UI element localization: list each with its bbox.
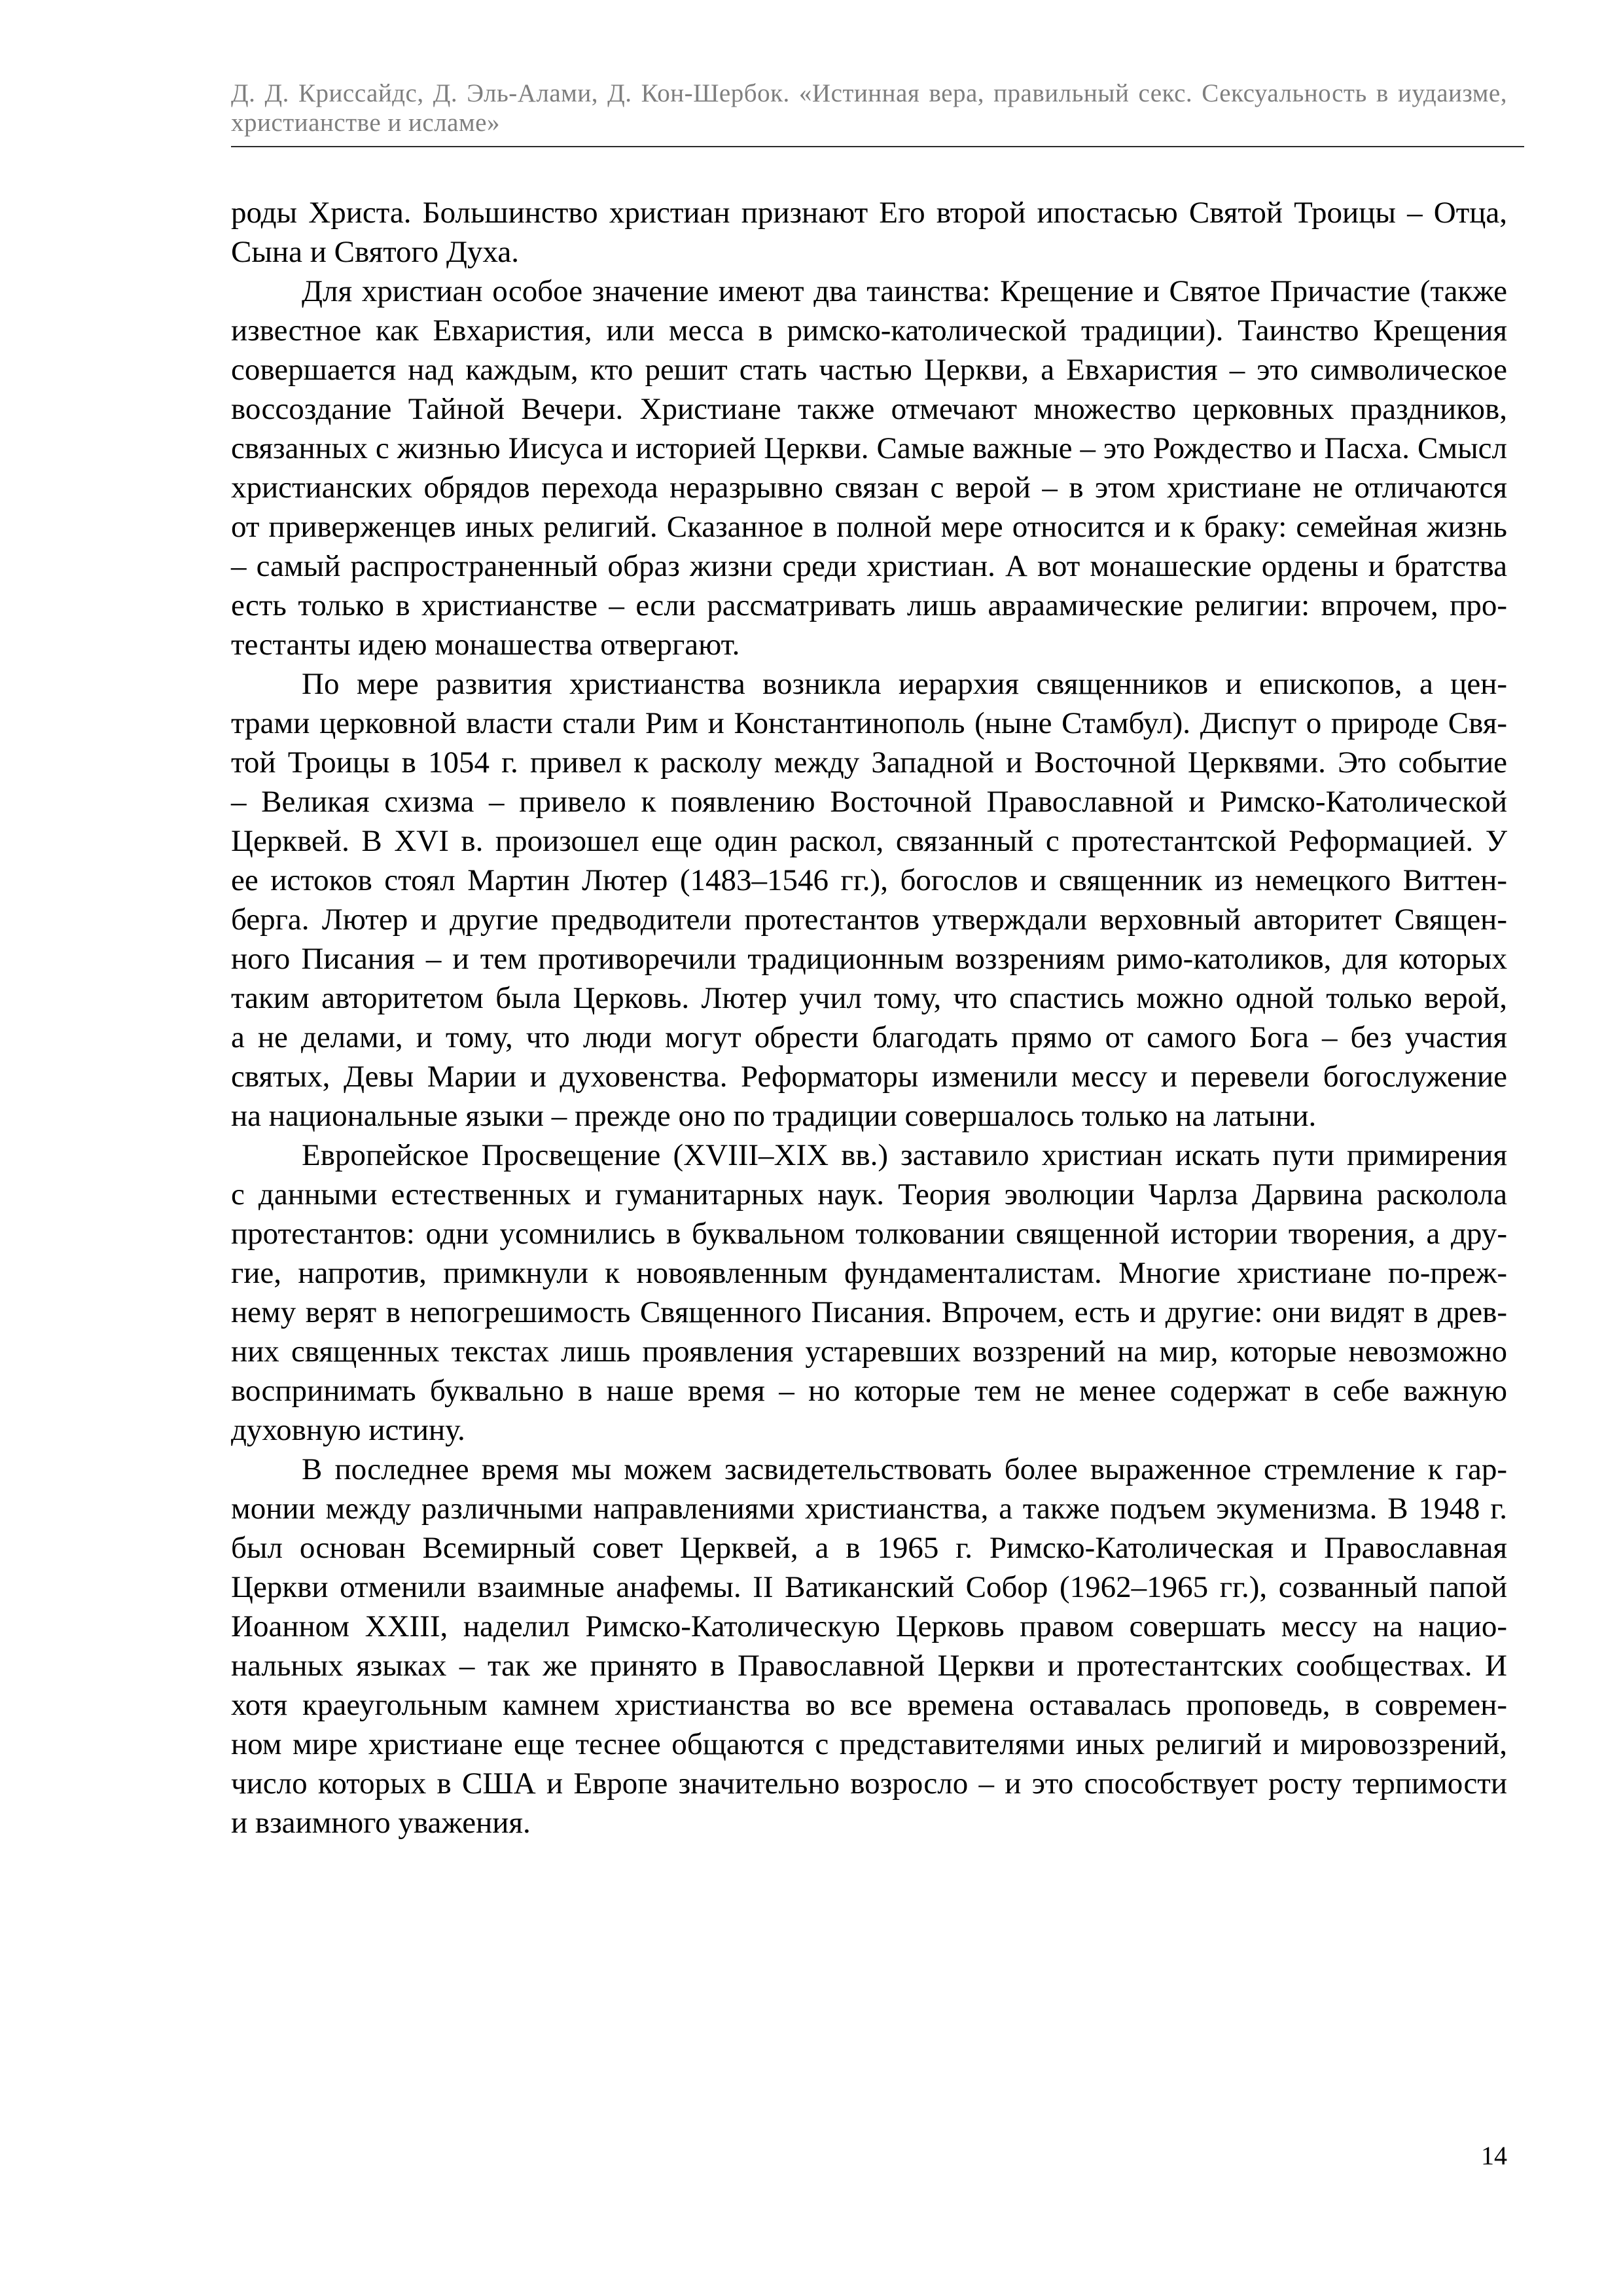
text-line: воспринимать буквально в наше время – но которые тем не менее содержат в себе важную [231,1374,1507,1408]
text-line: хотя краеугольным камнем христианства во все времена оставалась проповедь, в современ- [231,1688,1507,1722]
running-head-line1: Д. Д. Криссайдс, Д. Эль-Алами, Д. Кон-Шербок. «Истинная вера, правильный секс. Сексуальность в иудаизме, [231,79,1507,107]
text-line: трами церковной власти стали Рим и Константинополь (ныне Стамбул). Диспут о природе Свя- [231,706,1507,740]
text-line: нему верят в непогрешимость Священного Писания. Впрочем, есть и другие: они видят в древ- [231,1295,1507,1329]
text-line: святых, Девы Марии и духовенства. Реформаторы изменили мессу и перевели богослужение [231,1060,1507,1094]
text-line: воссоздание Тайной Вечери. Христиане также отмечают множество церковных праздников, [231,392,1507,426]
paragraph [231,272,1507,664]
text-line: протестантов: одни усомнились в буквальном толковании священной истории творения, а дру- [231,1217,1507,1251]
paragraph [231,1136,1507,1450]
text-line: был основан Всемирный совет Церквей, а в 1965 г. Римско-Католическая и Православная [231,1531,1507,1565]
text-line: Для христиан особое значение имеют два таинства: Крещение и Святое Причастие (также [302,274,1507,308]
text-line: таким авторитетом была Церковь. Лютер учил тому, что спастись можно одной только верой, [231,981,1507,1015]
text-line: нальных языках – так же принято в Православной Церкви и протестантских сообществах. И [231,1649,1507,1683]
body-text [231,193,1507,1842]
text-line: связанных с жизнью Иисуса и историей Церкви. Самые важные – это Рождество и Пасха. Смысл [231,431,1507,465]
text-line: духовную истину. [231,1413,465,1447]
text-line: а не делами, и тому, что люди могут обрести благодать прямо от самого Бога – без участия [231,1020,1507,1054]
text-line: на национальные языки – прежде оно по традиции совершалось только на латыни. [231,1099,1317,1133]
text-line: По мере развития христианства возникла иерархия священников и епископов, а цен- [302,667,1507,701]
text-line: монии между различными направлениями христианства, а также подъем экуменизма. В 1948 г. [231,1492,1507,1526]
text-line: гие, напротив, примкнули к новоявленным фундаменталистам. Многие христиане по-преж- [231,1256,1507,1290]
text-line: от приверженцев иных религий. Сказанное в полной мере относится и к браку: семейная жизнь [231,510,1507,544]
paragraph [231,193,1507,272]
text-line: и взаимного уважения. [231,1806,531,1840]
text-line: той Троицы в 1054 г. привел к расколу между Западной и Восточной Церквями. Это событие [231,745,1507,780]
text-line: ном мире христиане еще теснее общаются с представителями иных религий и мировоззрений, [231,1727,1507,1761]
text-line: ного Писания – и тем противоречили традиционным воззрениям римо-католиков, для которых [231,942,1507,976]
running-head-line2: христианстве и исламе» [231,109,500,137]
text-line: число которых в США и Европе значительно возросло – и это способствует росту терпимости [231,1767,1507,1801]
text-line: христианских обрядов перехода неразрывно связан с верой – в этом христиане не отличаются [231,471,1507,505]
text-line: есть только в христианстве – если рассматривать лишь авраамические религии: впрочем, про- [231,588,1507,622]
text-line: Церквей. В XVI в. произошел еще один раскол, связанный с протестантской Реформацией. У [231,824,1507,858]
text-line: – Великая схизма – привело к появлению Восточной Православной и Римско-Католической [231,785,1507,819]
text-line: Церкви отменили взаимные анафемы. II Ватиканский Собор (1962–1965 гг.), созванный папой [231,1570,1507,1604]
text-line: – самый распространенный образ жизни среди христиан. А вот монашеские ордены и братства [231,549,1507,583]
text-line: ее истоков стоял Мартин Лютер (1483–1546 гг.), богослов и священник из немецкого Виттен- [231,863,1507,897]
text-line: берга. Лютер и другие предводители протестантов утверждали верховный авторитет Священ- [231,903,1507,937]
text-line: известное как Евхаристия, или месса в римско-католической традиции). Таинство Крещения [231,314,1507,348]
text-line: тестанты идею монашества отвергают. [231,628,740,662]
text-line: Иоанном XXIII, наделил Римско-Католическую Церковь правом совершать мессу на нацио- [231,1609,1507,1643]
text-line: роды Христа. Большинство христиан признают Его второй ипостасью Святой Троицы – Отца, [231,196,1507,230]
text-line: В последнее время мы можем засвидетельствовать более выраженное стремление к гар- [302,1452,1507,1486]
text-line: Сына и Святого Духа. [231,235,519,269]
paragraph [231,664,1507,1136]
header-rule [231,146,1524,147]
paragraph [231,1450,1507,1842]
running-head [231,79,1507,137]
text-line: Европейское Просвещение (XVIII–XIX вв.) заставило христиан искать пути примирения [302,1138,1507,1172]
text-line: них священных текстах лишь проявления устаревших воззрений на мир, которые невозможно [231,1335,1507,1369]
text-line: с данными естественных и гуманитарных наук. Теория эволюции Чарлза Дарвина расколола [231,1177,1507,1211]
text-line: совершается над каждым, кто решит стать частью Церкви, а Евхаристия – это символическое [231,353,1507,387]
page-number: 14 [1481,2141,1507,2170]
